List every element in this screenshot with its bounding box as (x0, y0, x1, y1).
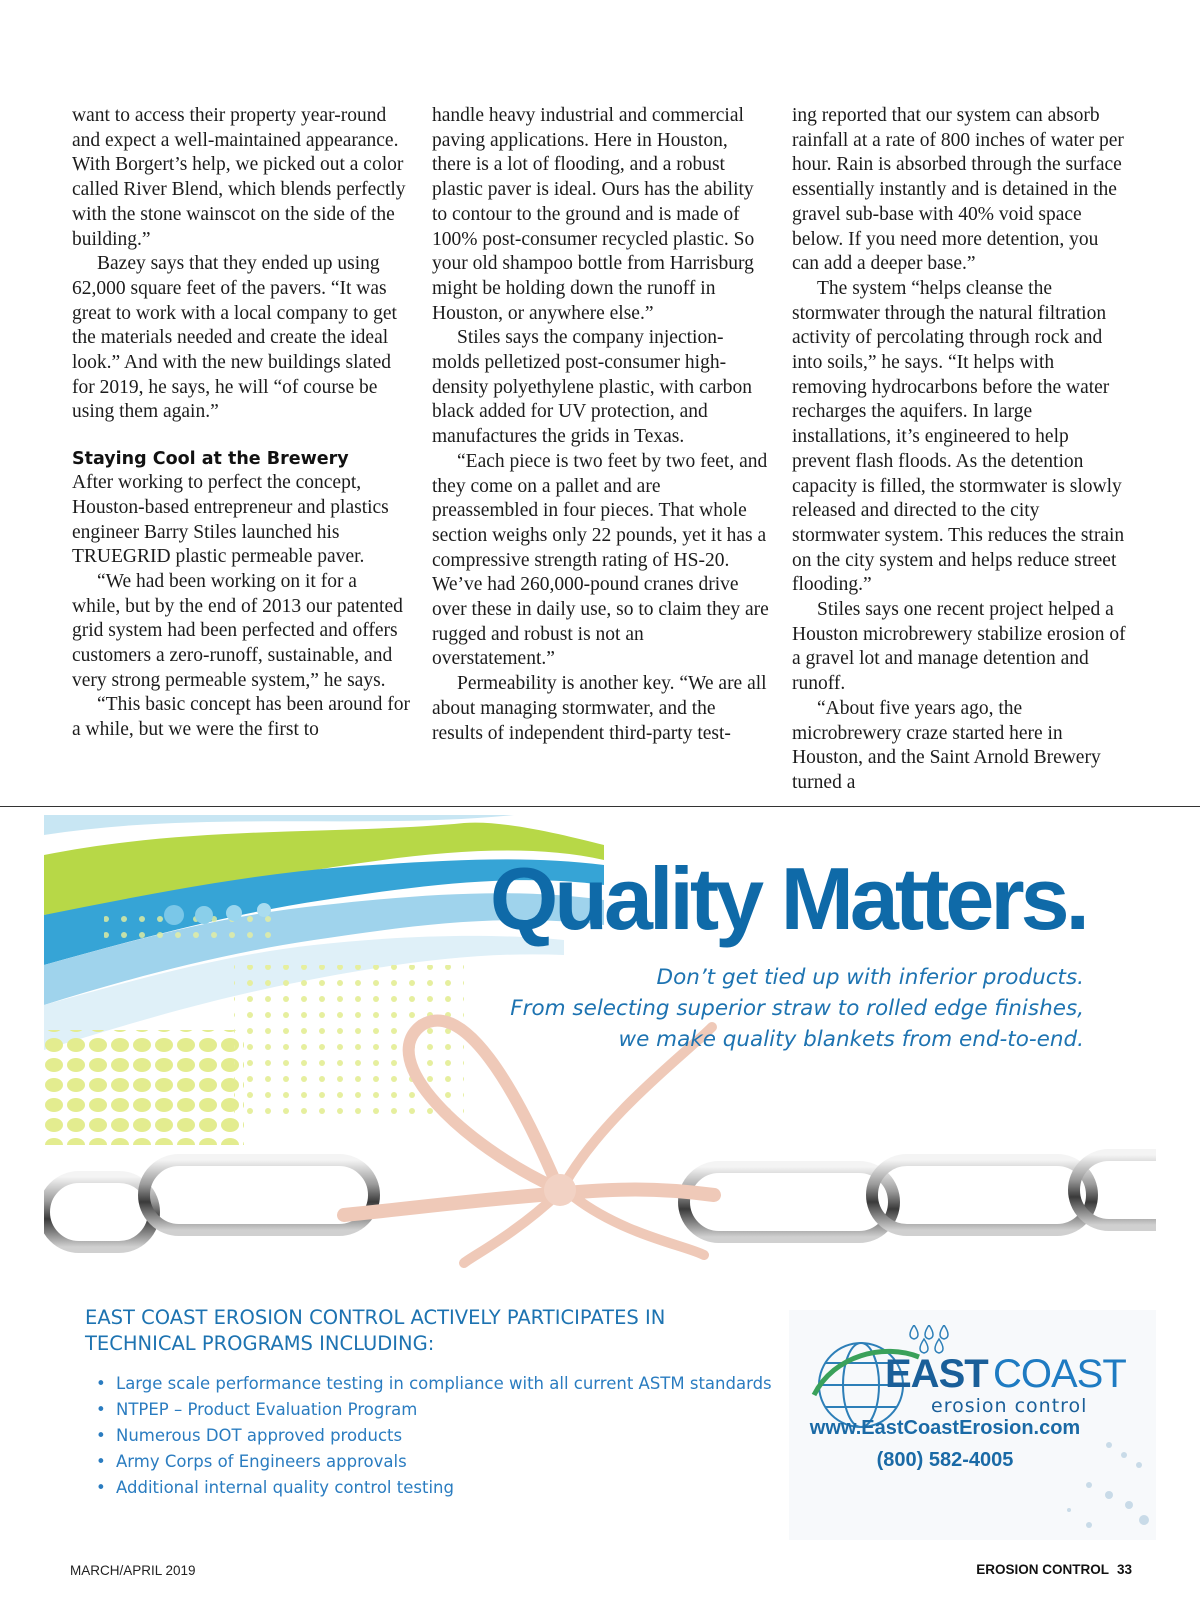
paragraph: Permeability is another key. “We are all about managing stormwater, and the results of independent third-party test- (432, 673, 767, 744)
section-heading: Staying Cool at the Brewery (72, 449, 349, 470)
program-item: • Army Corps of Engineers approvals (96, 1449, 772, 1475)
logo-tagline: erosion control (931, 1395, 1088, 1417)
paragraph: Stiles says the company injection-molds pelletized post-consumer high-density polyethylene plastic, with carbon black added for UV protection, and manufactures the grids in Texas. (432, 327, 753, 448)
footer-issue-date: MARCH/APRIL 2019 (70, 1563, 196, 1578)
paragraph: “About five years ago, the microbrewery craze started here in Houston, and the Saint Arnold Brewery turned a (792, 697, 1101, 793)
paragraph: “This basic concept has been around for a while, but we were the first to (72, 694, 410, 741)
paragraph: The system “helps cleanse the stormwater through the natural filtration activity of percolating through rock and into soils,” he says. “It helps with removing hydrocarbons before the water recharges the aquifers. In large installations, it’s engineered to help prevent flash floods. As the detention capacity is filled, the stormwater is slowly released and directed to the city stormwater system. This reduces the strain on the city system and helps reduce street flooding.” (792, 277, 1125, 596)
program-item: • Additional internal quality control testing (96, 1475, 772, 1501)
ad-subheadline-line: Don’t get tied up with inferior products. (656, 965, 1084, 990)
ad-subheadline-line: From selecting superior straw to rolled edge finishes, (510, 996, 1084, 1021)
footer-magazine-name: EROSION CONTROL (976, 1562, 1109, 1577)
paragraph: handle heavy industrial and commercial paving applications. Here in Houston, there is a lot of flooding, and a robust plastic paver is ideal. Ours has the ability to contour to the ground and is made of 100% post-consumer recycled plastic. So your old shampoo bottle from Harrisburg might be holding down the runoff in Houston, or anywhere else.” (432, 105, 755, 324)
ad-divider-rule (0, 806, 1200, 807)
ad-website-link[interactable]: www.EastCoastErosion.com (809, 1417, 1081, 1439)
program-item: • Numerous DOT approved products (96, 1423, 772, 1449)
ad-phone-number: (800) 582-4005 (876, 1449, 1014, 1471)
ad-subheadline (510, 962, 1084, 1055)
ad-subheadline-line: we make quality blankets from end-to-end. (618, 1027, 1084, 1052)
footer-folio (976, 1562, 1132, 1577)
paragraph: Bazey says that they ended up using 62,000 square feet of the pavers. “It was great to work with a local company to get the materials needed and create the ideal look.” And with the new buildings slated for 2019, he says, he will “of course be using them again.” (72, 253, 397, 423)
programs-title-line: TECHNICAL PROGRAMS INCLUDING: (85, 1332, 435, 1355)
programs-list (96, 1371, 772, 1501)
paragraph: “Each piece is two feet by two feet, and they come on a pallet and are preassembled in four pieces. That whole section weighs only 22 pounds, yet it has a compressive strength rating of HS-20. We’ve had 260,000-pound cranes drive over these in daily use, so to claim they are rugged and robust is not an overstatement.” (432, 450, 769, 670)
programs-title-line: EAST COAST EROSION CONTROL ACTIVELY PARTICIPATES IN (85, 1306, 666, 1329)
program-item: • Large scale performance testing in compliance with all current ASTM standards (96, 1371, 772, 1397)
footer-page-number: 33 (1116, 1562, 1132, 1577)
article-column-1 (72, 104, 410, 743)
programs-title (85, 1305, 725, 1357)
advertisement (44, 815, 1156, 1540)
ad-headline: Quality Matters. (489, 849, 1086, 948)
paragraph: Stiles says one recent project helped a Houston microbrewery stabilize erosion of a gravel lot and manage detention and runoff. (792, 599, 1126, 695)
article-column-3 (792, 104, 1130, 796)
paragraph: want to access their property year-round and expect a well-maintained appearance. With Borgert’s help, we picked out a color called River Blend, which blends perfectly with the stone wainscot on the side of the building.” (72, 105, 406, 250)
article-column-2 (432, 104, 770, 746)
raindrops-icon (910, 1325, 948, 1353)
paragraph: After working to perfect the concept, Houston-based entrepreneur and plastics engineer Barry Stiles launched his TRUEGRID plastic permeable paver. (72, 472, 389, 568)
logo-coast: COAST (993, 1352, 1126, 1396)
program-item: • NTPEP – Product Evaluation Program (96, 1397, 772, 1423)
paragraph: “We had been working on it for a while, but by the end of 2013 our patented grid system had been perfected and offers customers a zero-runoff, sustainable, and very strong permeable system,” he says. (72, 570, 403, 691)
logo-east: EAST (885, 1352, 988, 1396)
paragraph: ing reported that our system can absorb rainfall at a rate of 800 inches of water per hour. Rain is absorbed through the surface essentially instantly and is detained in the gravel sub-base with 40% void space below. If you need more detention, you can add a deeper base.” (792, 105, 1124, 275)
